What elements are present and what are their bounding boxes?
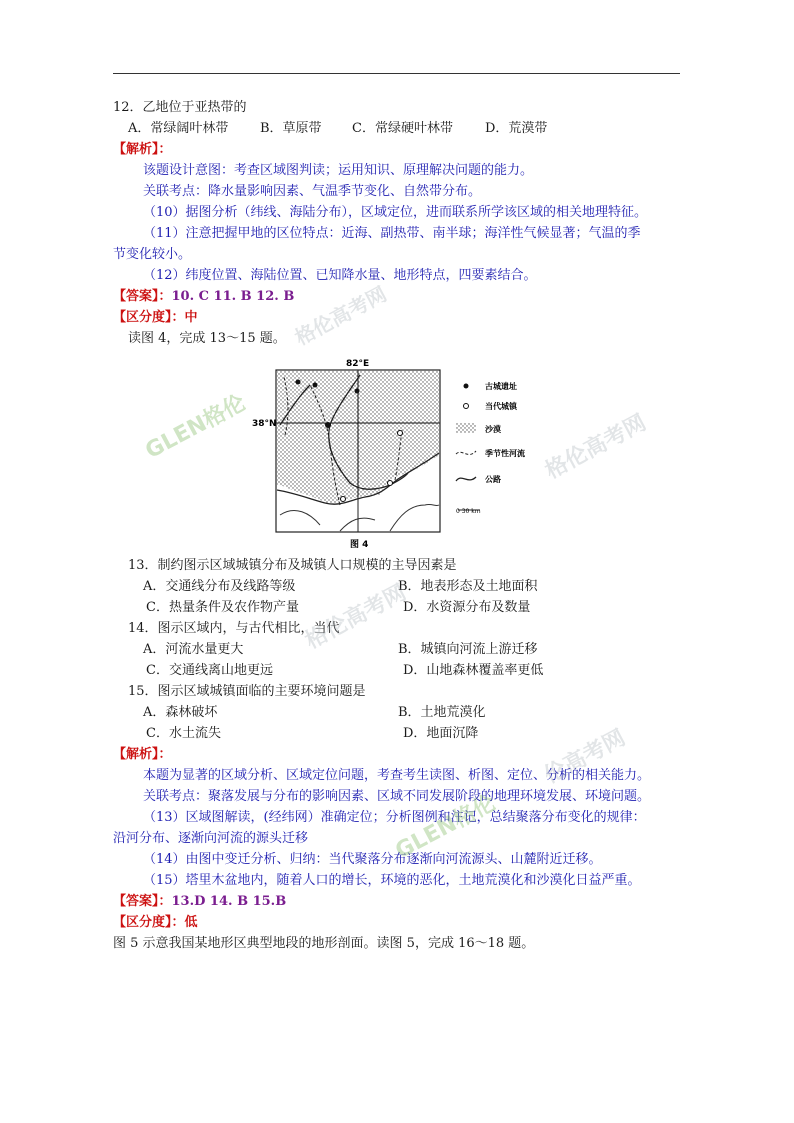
analysis2-label: 【解析】： [113, 747, 172, 762]
q13-option-a: A．交通线分布及线路等级 [143, 579, 296, 594]
modern-town-icon [388, 481, 393, 486]
analysis1-line: 节变化较小。 [113, 247, 192, 262]
analysis2-line: （15）塔里木盆地内，随着人口的增长，环境的恶化，土地荒漠化和沙漠化日益严重。 [143, 873, 641, 888]
q13-option-b: B．地表形态及土地面积 [398, 579, 538, 594]
analysis1-line: 该题设计意图：考查区域图判读；运用知识、原理解决问题的能力。 [143, 163, 534, 178]
q15-option-d: D．地面沉降 [403, 726, 479, 741]
answer2-value: 13.D 14. B 15.B [171, 894, 287, 909]
ancient-city-icon [355, 389, 360, 394]
legend-desert: 沙漠 [485, 425, 501, 434]
q14-option-b: B．城镇向河流上游迁移 [398, 642, 538, 657]
watermark: GLEN格伦 [391, 790, 500, 865]
figure-4-map [240, 355, 540, 555]
legend-ancient-city: 古城遗址 [485, 382, 517, 391]
watermark: 格伦高考网 [290, 281, 391, 350]
answer2 [113, 893, 286, 910]
modern-town-icon [341, 497, 346, 502]
analysis1-line: （11）注意把握甲地的区位特点：近海、副热带、南半球；海洋性气候显著；气温的季 [143, 226, 641, 241]
q13-option-c: C．热量条件及农作物产量 [146, 600, 299, 615]
legend-seasonal-river-icon [456, 451, 476, 454]
difficulty2-value: 低 [184, 915, 198, 930]
analysis1-label: 【解析】： [113, 142, 172, 157]
difficulty1-value: 中 [184, 310, 198, 325]
analysis2-line: 关联考点：聚落发展与分布的影响因素、区域不同发展阶段的地理环境发展、环境问题。 [143, 789, 651, 804]
q14-option-a: A．河流水量更大 [143, 642, 244, 657]
q12-option-b: B．草原带 [260, 121, 322, 136]
ancient-city-icon [296, 380, 301, 385]
legend-desert-icon [456, 423, 476, 433]
q12-option-a: A．常绿阔叶林带 [128, 121, 229, 136]
watermark: 格伦高考网 [541, 410, 651, 485]
q15-option-b: B．土地荒漠化 [398, 705, 486, 720]
ancient-city-icon [325, 422, 331, 428]
analysis2-line: 沿河分布、逐渐向河流的源头迁移 [113, 831, 309, 846]
q14-stem: 14．图示区域内，与古代相比，当代 [128, 621, 340, 636]
answer1 [113, 288, 294, 305]
watermark: 伦高考网 [540, 725, 630, 789]
difficulty1 [113, 309, 198, 326]
q15-option-a: A．森林破坏 [143, 705, 218, 720]
q13-stem: 13．制约图示区域城镇分布及城镇人口规模的主导因素是 [128, 558, 457, 573]
modern-town-icon [398, 431, 403, 436]
q14-option-c: C．交通线离山地更远 [146, 663, 273, 678]
difficulty2-label: 【区分度】： [113, 915, 185, 930]
difficulty2 [113, 914, 198, 931]
longitude-label: 82°E [346, 359, 370, 369]
ancient-city-icon [313, 383, 318, 388]
difficulty1-label: 【区分度】： [113, 310, 185, 325]
analysis2-line: （13）区域图解读，(经纬网）准确定位；分析图例和注记，总结聚落分布变化的规律： [143, 810, 646, 825]
legend-modern-town-icon [464, 404, 469, 409]
analysis1-line: （12）纬度位置、海陆位置、已知降水量、地形特点，四要素结合。 [143, 268, 537, 283]
q14-option-d: D．山地森林覆盖率更低 [403, 663, 544, 678]
q13-option-d: D．水资源分布及数量 [403, 600, 531, 615]
q12-option-d: D．荒漠带 [485, 121, 548, 136]
watermark: 格伦高考网 [301, 580, 411, 655]
answer2-label: 【答案】： [113, 894, 172, 909]
latitude-label: 38°N [252, 419, 277, 429]
q12-option-c: C．常绿硬叶林带 [352, 121, 453, 136]
q15-option-c: C．水土流失 [146, 726, 221, 741]
intro-fig4: 读图 4，完成 13～15 题。 [128, 331, 286, 346]
q15-stem: 15．图示区域城镇面临的主要环境问题是 [128, 684, 366, 699]
legend-seasonal-river: 季节性河流 [485, 449, 525, 458]
answer1-value: 10. C 11. B 12. B [171, 289, 295, 304]
q12-stem: 12．乙地位于亚热带的 [113, 100, 247, 115]
legend-ancient-city-icon [464, 384, 469, 389]
analysis1-line: 关联考点：降水量影响因素、气温季节变化、自然带分布。 [143, 184, 482, 199]
map-svg [240, 355, 540, 555]
answer1-label: 【答案】： [113, 289, 172, 304]
legend-modern-town: 当代城镇 [485, 402, 517, 411]
legend-road: 公路 [485, 475, 501, 484]
figure-caption: 图 4 [350, 540, 369, 550]
intro-fig5: 图 5 示意我国某地形区典型地段的地形剖面。读图 5，完成 16～18 题。 [113, 936, 535, 951]
header-rule [113, 73, 680, 74]
analysis1-line: （10）据图分析（纬线、海陆分布），区域定位，进而联系所学该区域的相关地理特征。 [143, 205, 648, 220]
watermark: GLEN格伦 [141, 390, 250, 465]
legend-road-icon [456, 477, 476, 481]
scale-label: 0 30 km [456, 508, 481, 515]
analysis2-line: （14）由图中变迁分析、归纳：当代聚落分布逐渐向河流源头、山麓附近迁移。 [143, 852, 602, 867]
analysis2-line: 本题为显著的区域分析、区域定位问题，考查考生读图、析图、定位、分析的相关能力。 [143, 768, 651, 783]
